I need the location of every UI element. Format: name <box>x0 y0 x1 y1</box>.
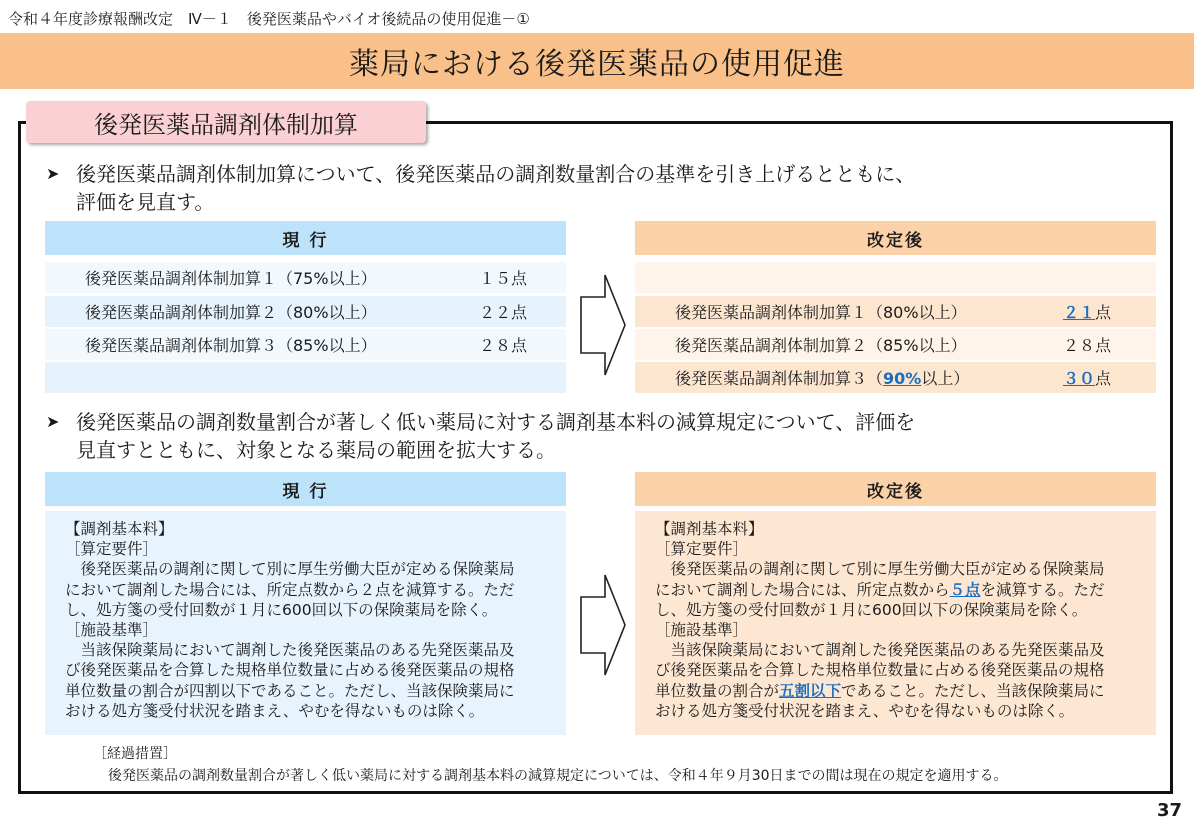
table-row <box>635 362 1156 393</box>
arrow-bullet-icon: ➤ <box>46 412 60 431</box>
box-line: び後発医薬品を合算した規格単位数量に占める後発医薬品の規格 <box>655 661 1105 680</box>
right-arrow-icon <box>579 573 627 677</box>
current-header-1: 現 行 <box>45 221 566 255</box>
row-label-highlight: 90% <box>883 369 922 388</box>
box-line: ［算定要件］ <box>655 540 749 559</box>
box-line: し、処方箋の受付回数が１月に600回以下の保険薬局を除く。 <box>655 600 1088 619</box>
table-row-empty <box>635 262 1156 293</box>
page-title: 薬局における後発医薬品の使用促進 <box>349 47 845 82</box>
box-line: において調剤した場合には、所定点数から２点を減算する。ただ <box>65 580 515 599</box>
box-line: 単位数量の割合が四割以下であること。ただし、当該保険薬局に <box>65 681 515 700</box>
row-points: ２８点 <box>1063 336 1112 355</box>
box-line-pre: 単位数量の割合が <box>655 681 780 700</box>
bullet-point-1 <box>46 160 1116 216</box>
box-line: 【調剤基本料】 <box>65 520 174 538</box>
bullet-1-line-1: 後発医薬品調剤体制加算について、後発医薬品の調剤数量割合の基準を引き上げるとともに、 <box>76 162 916 186</box>
box-line: ［施設基準］ <box>655 621 749 640</box>
box-line: 【調剤基本料】 <box>655 520 764 538</box>
transition-label: ［経過措置］ <box>93 746 177 762</box>
row-points: ２２点 <box>479 303 528 322</box>
row-points: １５点 <box>479 269 528 288</box>
row-points-highlight: ２１ <box>1063 303 1096 322</box>
arrow-bullet-icon: ➤ <box>46 164 60 183</box>
box-line-highlight: ５点 <box>949 580 981 599</box>
row-label: 後発医薬品調剤体制加算１（80%以上） <box>675 303 967 322</box>
title-band <box>0 33 1194 89</box>
bullet-point-2 <box>46 408 1116 464</box>
right-arrow-icon <box>579 273 627 377</box>
row-label: 後発医薬品調剤体制加算２（85%以上） <box>675 336 967 355</box>
table-row <box>635 296 1156 327</box>
box-line: 後発医薬品の調剤に関して別に厚生労働大臣が定める保険薬局 <box>655 560 1105 579</box>
revised-header-2: 改定後 <box>635 472 1156 506</box>
box-line <box>655 681 1140 701</box>
box-line: おける処方箋受付状況を踏まえ、やむを得ないものは除く。 <box>65 701 485 720</box>
table-row-empty <box>45 362 566 393</box>
box-line: ［算定要件］ <box>65 540 159 559</box>
box-line <box>655 580 1140 600</box>
revised-basic-fee-box <box>635 511 1156 735</box>
box-line: 後発医薬品の調剤に関して別に厚生労働大臣が定める保険薬局 <box>65 560 515 579</box>
revised-header-1: 改定後 <box>635 221 1156 255</box>
page-number: 37 <box>1156 800 1182 821</box>
row-points-unit: 点 <box>1095 369 1112 388</box>
section-tag: 後発医薬品調剤体制加算 <box>26 101 426 143</box>
row-label-pre: 後発医薬品調剤体制加算３（ <box>675 369 884 388</box>
bullet-2-line-2: 見直すとともに、対象となる薬局の範囲を拡大する。 <box>76 438 556 462</box>
box-line-post: を減算する。ただ <box>980 580 1105 599</box>
row-label <box>675 366 969 389</box>
row-label: 後発医薬品調剤体制加算３（85%以上） <box>85 336 377 355</box>
box-line-post: であること。ただし、当該保険薬局に <box>841 681 1105 700</box>
transition-text: 後発医薬品の調剤数量割合が著しく低い薬局に対する調剤基本料の減算規定については、令和４年９月30日までの間は現在の規定を適用する。 <box>108 768 1008 784</box>
box-line: おける処方箋受付状況を踏まえ、やむを得ないものは除く。 <box>655 701 1075 720</box>
row-points: ２８点 <box>479 336 528 355</box>
table-row <box>635 329 1156 360</box>
box-line: 当該保険薬局において調剤した後発医薬品のある先発医薬品及 <box>655 641 1105 660</box>
box-line: 当該保険薬局において調剤した後発医薬品のある先発医薬品及 <box>65 641 515 660</box>
row-label-post: 以上） <box>921 369 970 388</box>
box-line-pre: において調剤した場合には、所定点数から <box>655 580 950 599</box>
box-line: ［施設基準］ <box>65 621 159 640</box>
bullet-2-line-1: 後発医薬品の調剤数量割合が著しく低い薬局に対する調剤基本料の減算規定について、評価を <box>76 410 916 434</box>
row-points-highlight: ３０ <box>1063 369 1096 388</box>
box-line: び後発医薬品を合算した規格単位数量に占める後発医薬品の規格 <box>65 661 515 680</box>
box-line-highlight: 五割以下 <box>779 681 842 700</box>
current-header-2: 現 行 <box>45 472 566 506</box>
current-basic-fee-box <box>45 511 566 735</box>
table-row <box>45 262 566 293</box>
row-points <box>1063 300 1111 323</box>
table-row <box>45 296 566 327</box>
breadcrumb: 令和４年度診療報酬改定 Ⅳ－１ 後発医薬品やバイオ後続品の使用促進－① <box>8 10 530 28</box>
box-line: し、処方箋の受付回数が１月に600回以下の保険薬局を除く。 <box>65 600 498 619</box>
row-points <box>1063 366 1111 389</box>
row-label: 後発医薬品調剤体制加算２（80%以上） <box>85 303 377 322</box>
table-row <box>45 329 566 360</box>
bullet-1-line-2: 評価を見直す。 <box>76 190 215 214</box>
row-points-unit: 点 <box>1095 303 1112 322</box>
row-label: 後発医薬品調剤体制加算１（75%以上） <box>85 269 377 288</box>
